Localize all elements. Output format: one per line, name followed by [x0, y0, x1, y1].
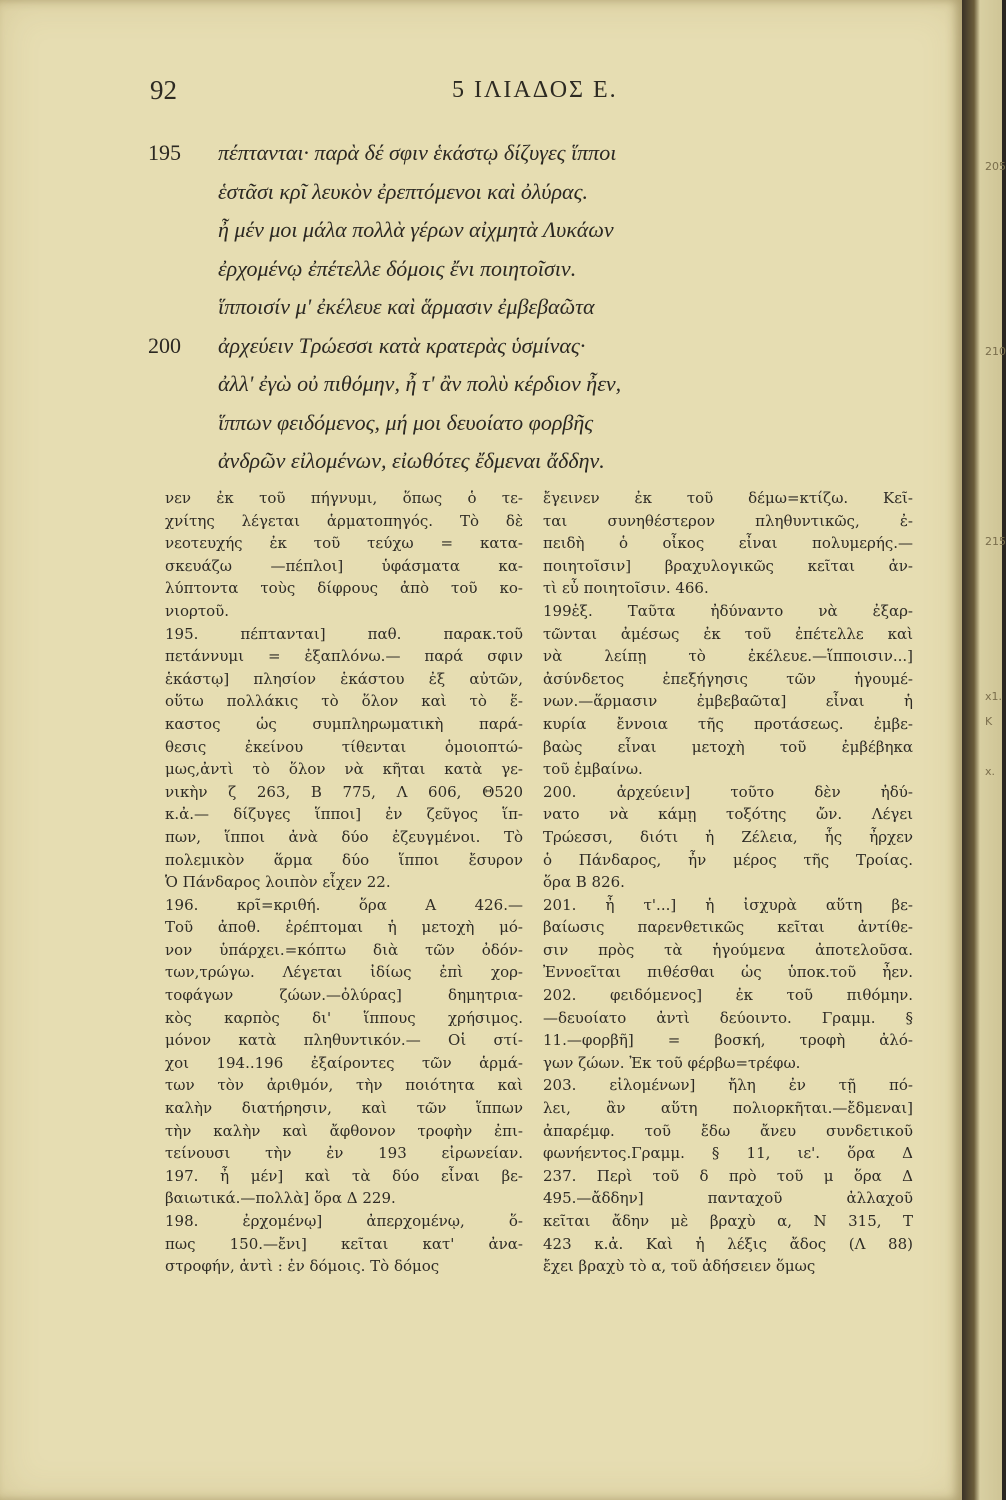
commentary-line: λύπτοντα τοὺς δίφρους ἀπὸ τοῦ κο- — [165, 579, 523, 598]
commentary-line: φωνήεντος.Γραμμ. § 11, ιε'. ὅρα Δ — [543, 1144, 913, 1163]
commentary-line: σιν πρὸς τὰ ἡγούμενα ἀποτελοῦσα. — [543, 940, 913, 959]
commentary-line: ἔγεινεν ἐκ τοῦ δέμω=κτίζω. Κεῖ- — [543, 489, 913, 507]
verse-text: ἀλλ' ἐγὼ οὐ πιθόμην, ἦ τ' ἂν πολὺ κέρδιον ἦεν, — [218, 371, 622, 396]
commentary-line: ται συνηθέστερον πληθυντικῶς, ἐ- — [543, 511, 913, 530]
verse-line — [148, 140, 848, 179]
commentary-line: ποιητοῖσιν] βραχυλογικῶς κεῖται ἀν- — [543, 556, 913, 575]
commentary-line: 423 κ.ἀ. Καὶ ἡ λέξις ἄδος (Λ 88) — [543, 1234, 913, 1253]
page-header — [150, 75, 790, 111]
verse-line — [148, 448, 848, 487]
commentary-line: ἔχει βραχὺ τὸ α, τοῦ ἀδήσειεν ὅμως — [543, 1257, 816, 1276]
commentary-line: νον ὑπάρχει.=κόπτω διὰ τῶν ὀδόν- — [165, 940, 523, 959]
commentary-line: 196. κρῖ=κριθή. ὅρα Α 426.— — [165, 895, 523, 914]
next-page-edge — [962, 0, 1002, 1500]
commentary-line: νεν ἐκ τοῦ πήγνυμι, ὅπως ὁ τε- — [165, 489, 523, 507]
edge-mark: x1. — [985, 690, 1003, 703]
commentary-line: των τὸν ἀριθμόν, τὴν ποιότητα καὶ — [165, 1076, 523, 1095]
commentary-line: πετάννυμι = ἐξαπλόνω.— παρά σφιν — [165, 647, 523, 666]
commentary-line: κὸς καρπὸς δι' ἵππους χρήσιμος. — [165, 1008, 523, 1027]
commentary-line: Ὁ Πάνδαρος λοιπὸν εἶχεν 22. — [165, 873, 391, 892]
verse-text: ἐρχομένῳ ἐπέτελλε δόμοις ἔνι ποιητοῖσιν. — [218, 255, 577, 281]
commentary-line: πως 150.—ἔνι] κεῖται κατ' ἀνα- — [165, 1234, 523, 1253]
commentary-line: 195. πέπτανται] παθ. παρακ.τοῦ — [165, 624, 523, 643]
commentary-line: βαὼς εἶναι μετοχὴ τοῦ ἐμβέβηκα — [543, 737, 913, 756]
commentary-line: λει, ἂν αὕτη πολιορκῆται.—ἔδμεναι] — [543, 1099, 913, 1118]
commentary-line: 11.—φορβῆ] = βοσκή, τροφὴ ἀλό- — [543, 1031, 913, 1050]
commentary-line: 237. Περὶ τοῦ δ πρὸ τοῦ μ ὅρα Δ — [543, 1166, 913, 1185]
commentary-line: πειδὴ ὁ οἶκος εἶναι πολυμερής.— — [543, 534, 913, 553]
commentary-line: —δευοίατο ἀντὶ δεύοιντο. Γραμμ. § — [543, 1008, 913, 1027]
commentary-line: 201. ἦ τ'...] ἡ ἰσχυρὰ αὕτη βε- — [543, 895, 913, 914]
commentary-line: τοφάγων ζώων.—ὀλύρας] δημητρια- — [165, 986, 523, 1005]
commentary-line: βαίωσις παρενθετικῶς κεῖται ἀντίθε- — [543, 918, 913, 937]
commentary-line: πολεμικὸν ἅρμα δύο ἵπποι ἔσυρον — [165, 850, 523, 869]
commentary-line: κ.ἀ.— δίζυγες ἵπποι] ἐν ζεῦγος ἵπ- — [165, 805, 523, 824]
commentary-line: νιορτοῦ. — [165, 601, 230, 620]
commentary-line: τοῦ ἐμβαίνω. — [543, 760, 643, 779]
commentary-right-column — [543, 487, 913, 1278]
commentary-line: σκευάζω —πέπλοι] ὑφάσματα κα- — [165, 556, 523, 575]
commentary-line: τείνουσι τὴν ἐν 193 εἰρωνείαν. — [165, 1144, 523, 1163]
verse-text: ἀνδρῶν εἰλομένων, εἰωθότες ἔδμεναι ἄδδην. — [218, 448, 605, 473]
commentary-line: χοι 194..196 ἐξαίροντες τῶν ἁρμά- — [165, 1053, 523, 1072]
commentary-line: Τρώεσσι, διότι ἡ Ζέλεια, ἧς ἦρχεν — [543, 827, 913, 846]
edge-mark: x. — [985, 765, 996, 778]
edge-mark: 210 — [985, 345, 1006, 358]
verse-block — [148, 140, 848, 487]
commentary-line: πων, ἵπποι ἀνὰ δύο ἐζευγμένοι. Τὸ — [165, 827, 523, 846]
commentary-line: νατο νὰ κάμῃ τοξότης ὤν. Λέγει — [543, 805, 913, 824]
commentary-line: γων ζώων. Ἐκ τοῦ φέρβω=τρέφω. — [543, 1053, 801, 1072]
commentary-line: νὰ λείπῃ τὸ ἐκέλευε.—ἵπποισιν...] — [543, 647, 913, 666]
verse-line — [148, 256, 848, 295]
verse-text: ἵπποισίν μ' ἐκέλευε καὶ ἅρμασιν ἐμβεβαῶτα — [218, 294, 595, 319]
commentary-line: 197. ἦ μέν] καὶ τὰ δύο εἶναι βε- — [165, 1166, 523, 1185]
commentary-line: ἑκάστῳ] πλησίον ἑκάστου ἐξ αὐτῶν, — [165, 669, 523, 688]
commentary-line: νεοτευχής ἐκ τοῦ τεύχω = κατα- — [165, 534, 523, 553]
commentary-line: κυρία ἔννοια τῆς προτάσεως. ἐμβε- — [543, 714, 913, 733]
commentary-left-column — [165, 487, 523, 1278]
verse-text: ἦ μέν μοι μάλα πολλὰ γέρων αἰχμητὰ Λυκάων — [218, 217, 614, 242]
edge-mark: K — [985, 715, 993, 728]
verse-number: 195 — [148, 140, 181, 165]
verse-text: ἵππων φειδόμενος, μή μοι δευοίατο φορβῆς — [218, 409, 594, 435]
commentary-line: βαιωτικά.—πολλὰ] ὅρα Δ 229. — [165, 1189, 396, 1208]
commentary-line: μως,ἀντὶ τὸ ὅλον νὰ κῆται κατὰ γε- — [165, 760, 523, 779]
edge-mark: 215 — [985, 535, 1006, 548]
commentary-line: 203. εἰλομένων] ἤλη ἐν τῇ πό- — [543, 1076, 913, 1095]
commentary-line: καστος ὡς συμπληρωματικὴ παρά- — [165, 714, 523, 733]
commentary-line: ὁ Πάνδαρος, ἦν μέρος τῆς Τροίας. — [543, 850, 913, 869]
commentary-line: τὶ εὖ ποιητοῖσιν. 466. — [543, 579, 709, 598]
commentary-line: οὕτω πολλάκις τὸ ὅλον καὶ τὸ ἕ- — [165, 692, 523, 711]
page-number: 92 — [150, 75, 177, 105]
commentary-line: χνίτης λέγεται ἁρματοπηγός. Τὸ δὲ — [165, 511, 523, 530]
commentary-line: στροφήν, ἀντὶ : ἐν δόμοις. Τὸ δόμος — [165, 1257, 440, 1276]
verse-text: πέπτανται· παρὰ δέ σφιν ἑκάστῳ δίζυγες ἵπποι — [218, 140, 617, 165]
verse-number: 200 — [148, 332, 181, 358]
commentary-line: μόνον κατὰ πληθυντικόν.— Οἱ στί- — [165, 1031, 523, 1050]
commentary-line: 202. φειδόμενος] ἐκ τοῦ πιθόμην. — [543, 986, 913, 1005]
commentary-line: 495.—ἄδδην] πανταχοῦ ἀλλαχοῦ — [543, 1189, 913, 1208]
verse-line — [148, 371, 848, 410]
verse-line — [148, 179, 848, 218]
edge-mark: 205 — [985, 160, 1006, 173]
verse-text: ἀρχεύειν Τρώεσσι κατὰ κρατερὰς ὑσμίνας· — [218, 332, 586, 358]
commentary-line: τὴν καλὴν καὶ ἄφθονον τροφὴν ἐπι- — [165, 1121, 523, 1140]
verse-line — [148, 294, 848, 333]
commentary-line: τῶνται ἀμέσως ἐκ τοῦ ἐπέτελλε καὶ — [543, 624, 913, 643]
commentary-line: Τοῦ ἀποθ. ἐρέπτομαι ἡ μετοχὴ μό- — [165, 918, 523, 937]
commentary-line: ἀπαρέμφ. τοῦ ἔδω ἄνευ συνδετικοῦ — [543, 1121, 913, 1140]
commentary-line: νων.—ἅρμασιν ἐμβεβαῶτα] εἶναι ἡ — [543, 692, 913, 711]
commentary-line: των,τρώγω. Λέγεται ἰδίως ἐπὶ χορ- — [165, 963, 523, 982]
commentary-line: ἀσύνδετος ἐπεξήγησις τῶν ἡγουμέ- — [543, 669, 913, 688]
commentary-line: κεῖται ἄδην μὲ βραχὺ α, Ν 315, Τ — [543, 1212, 913, 1230]
commentary-line: ὅρα Β 826. — [543, 873, 625, 892]
running-title: 5 ΙΛΙΑΔΟΣ Ε. — [452, 77, 618, 103]
commentary-line: 200. ἀρχεύειν] τοῦτο δὲν ἠδύ- — [543, 782, 913, 801]
commentary-line: Ἐννοεῖται πιθέσθαι ὡς ὑποκ.τοῦ ἦεν. — [543, 963, 913, 982]
commentary-line: 199ἑξ. Ταῦτα ἠδύναντο νὰ ἐξαρ- — [543, 601, 913, 620]
commentary-line: καλὴν διατήρησιν, καὶ τῶν ἵππων — [165, 1099, 523, 1118]
commentary-line: νικὴν ζ 263, Β 775, Λ 606, Θ520 — [165, 782, 523, 801]
verse-line — [148, 217, 848, 256]
verse-line — [148, 333, 848, 372]
commentary-line: 198. ἐρχομένῳ] ἀπερχομένῳ, ὅ- — [165, 1212, 523, 1230]
verse-line — [148, 410, 848, 449]
verse-text: ἑστᾶσι κρῖ λευκὸν ἐρεπτόμενοι καὶ ὀλύρας. — [218, 178, 589, 204]
commentary-line: θεσις ἐκείνου τίθενται ὁμοιοπτώ- — [165, 737, 523, 756]
